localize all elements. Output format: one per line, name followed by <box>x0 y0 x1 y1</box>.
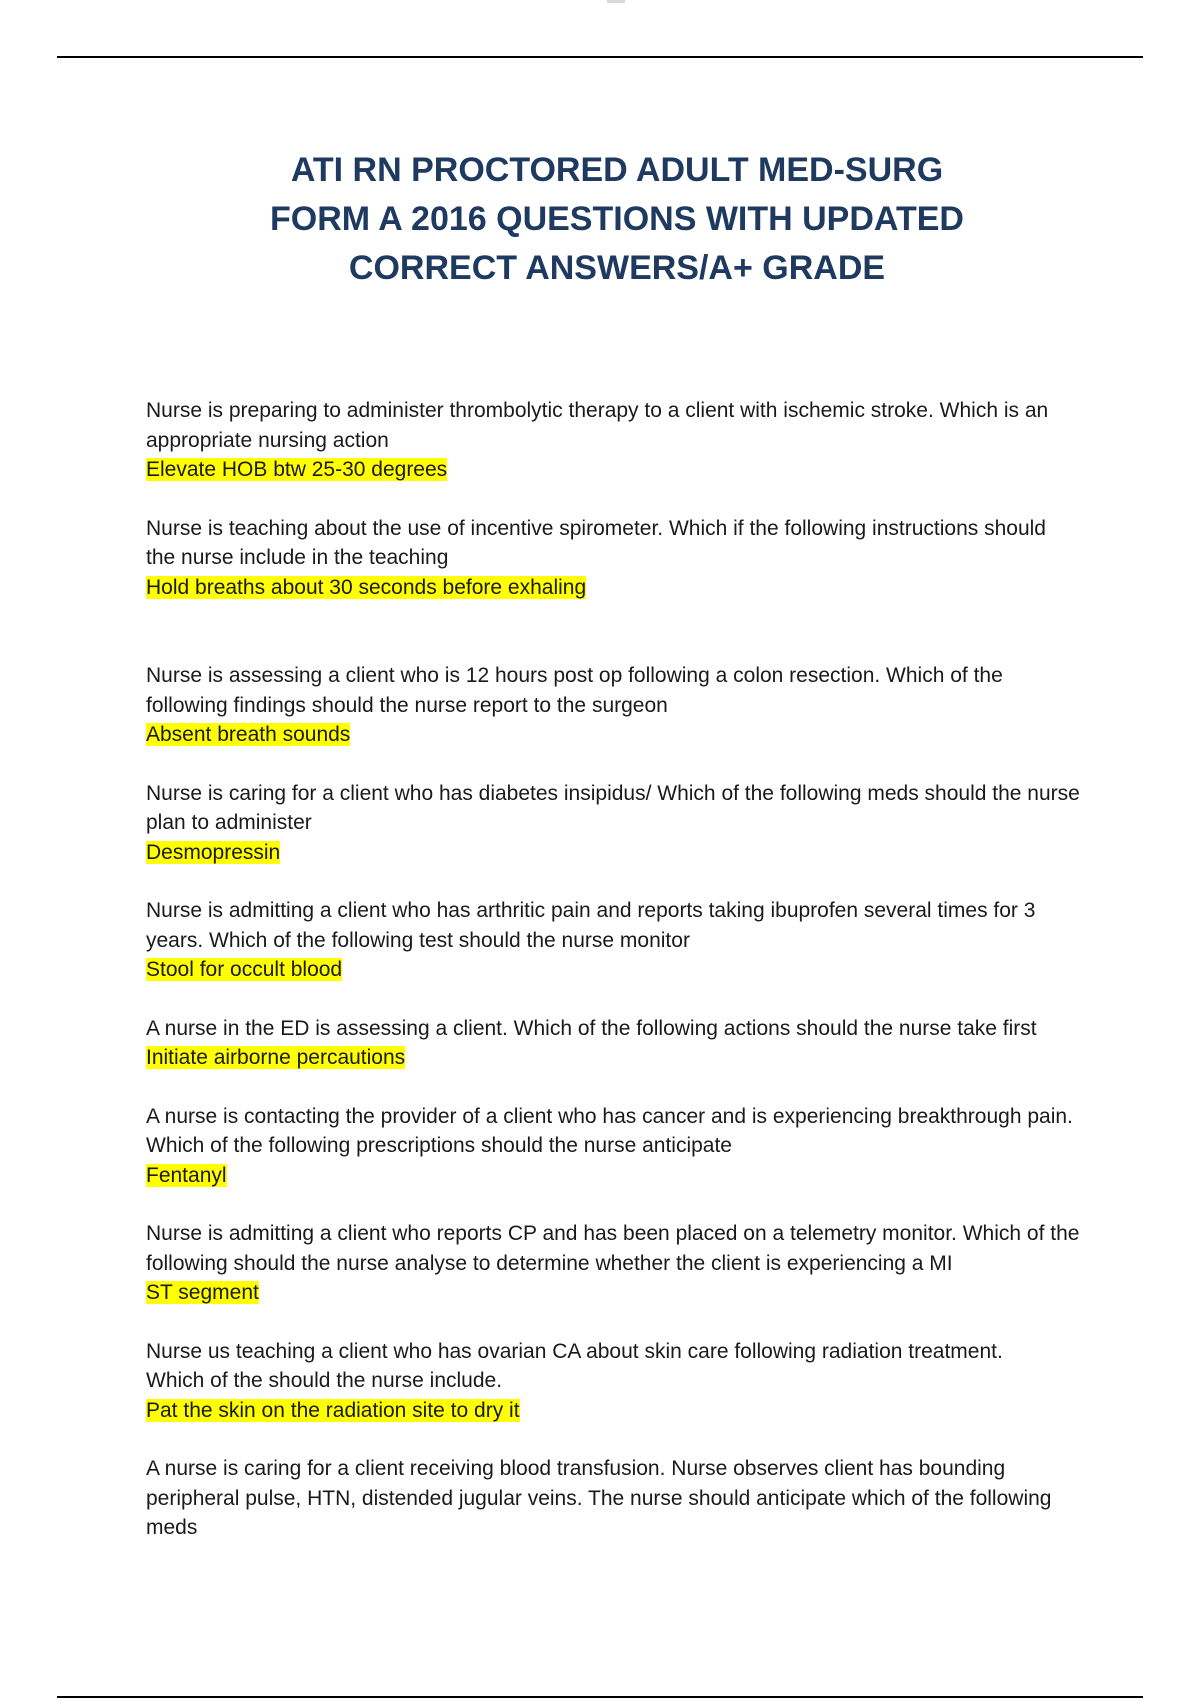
answer-line <box>146 720 1086 750</box>
question-list <box>146 396 1086 1543</box>
question-text: Nurse is teaching about the use of incentive spirometer. Which if the following instructions should the nurse include in the teaching <box>146 516 1046 569</box>
page-top-mark <box>607 0 625 3</box>
question-item <box>146 396 1086 485</box>
answer-line <box>146 573 1086 603</box>
answer-highlight: ST segment <box>146 1281 259 1304</box>
question-text: Nurse is admitting a client who reports CP and has been placed on a telemetry monitor. Which of the following should the nurse analyse to determine whether the client is experiencing a MI <box>146 1222 1080 1275</box>
answer-highlight: Absent breath sounds <box>146 723 351 746</box>
document-title <box>200 146 1034 293</box>
answer-line <box>146 1396 1086 1426</box>
question-text: Nurse us teaching a client who has ovarian CA about skin care following radiation treatment. Which of the should the nurse include. <box>146 1339 1003 1392</box>
question-item <box>146 1219 1086 1308</box>
question-text: A nurse in the ED is assessing a client. Which of the following actions should the nurse take first <box>146 1016 1037 1040</box>
answer-highlight: Desmopressin <box>146 840 281 864</box>
question-text: Nurse is caring for a client who has diabetes insipidus/ Which of the following meds should the nurse plan to administer <box>146 781 1080 834</box>
footer-rule <box>57 1696 1143 1698</box>
question-item <box>146 1454 1086 1543</box>
answer-highlight: Initiate airborne percautions <box>146 1046 406 1069</box>
question-item <box>146 1102 1086 1191</box>
header-rule <box>57 56 1143 58</box>
answer-line <box>146 1043 1086 1073</box>
question-item <box>146 896 1086 985</box>
answer-line <box>146 455 1086 485</box>
question-text: Nurse is preparing to administer thrombolytic therapy to a client with ischemic stroke. Which is an appropriate nursing action <box>146 399 1049 452</box>
answer-highlight: Pat the skin on the radiation site to dry it <box>146 1398 520 1422</box>
answer-highlight: Elevate HOB btw 25-30 degrees <box>146 458 448 481</box>
question-item <box>146 1337 1086 1426</box>
answer-line <box>146 955 1086 985</box>
question-text: Nurse is admitting a client who has arthritic pain and reports taking ibuprofen several times for 3 years. Which of the following test should the nurse monitor <box>146 899 1036 952</box>
title-line: ATI RN PROCTORED ADULT MED-SURG <box>290 151 944 189</box>
answer-highlight: Hold breaths about 30 seconds before exhaling <box>146 575 587 599</box>
question-item <box>146 1014 1086 1073</box>
question-text: A nurse is caring for a client receiving blood transfusion. Nurse observes client has bounding peripheral pulse, HTN, distended jugular veins. The nurse should anticipate which of the following meds <box>146 1457 1052 1539</box>
question-item <box>146 514 1086 603</box>
answer-highlight: Stool for occult blood <box>146 958 343 981</box>
answer-line <box>146 1161 1086 1191</box>
answer-line <box>146 838 1086 868</box>
question-text: Nurse is assessing a client who is 12 hours post op following a colon resection. Which of the following findings should the nurse report to the surgeon <box>146 664 1003 717</box>
question-text: A nurse is contacting the provider of a client who has cancer and is experiencing breakthrough pain. Which of the following prescriptions should the nurse anticipate <box>146 1104 1073 1157</box>
question-item <box>146 779 1086 868</box>
title-line: FORM A 2016 QUESTIONS WITH UPDATED <box>270 200 964 238</box>
title-line: CORRECT ANSWERS/A+ GRADE <box>348 249 886 287</box>
answer-line <box>146 1278 1086 1308</box>
answer-highlight: Fentanyl <box>146 1163 227 1187</box>
question-item <box>146 661 1086 750</box>
